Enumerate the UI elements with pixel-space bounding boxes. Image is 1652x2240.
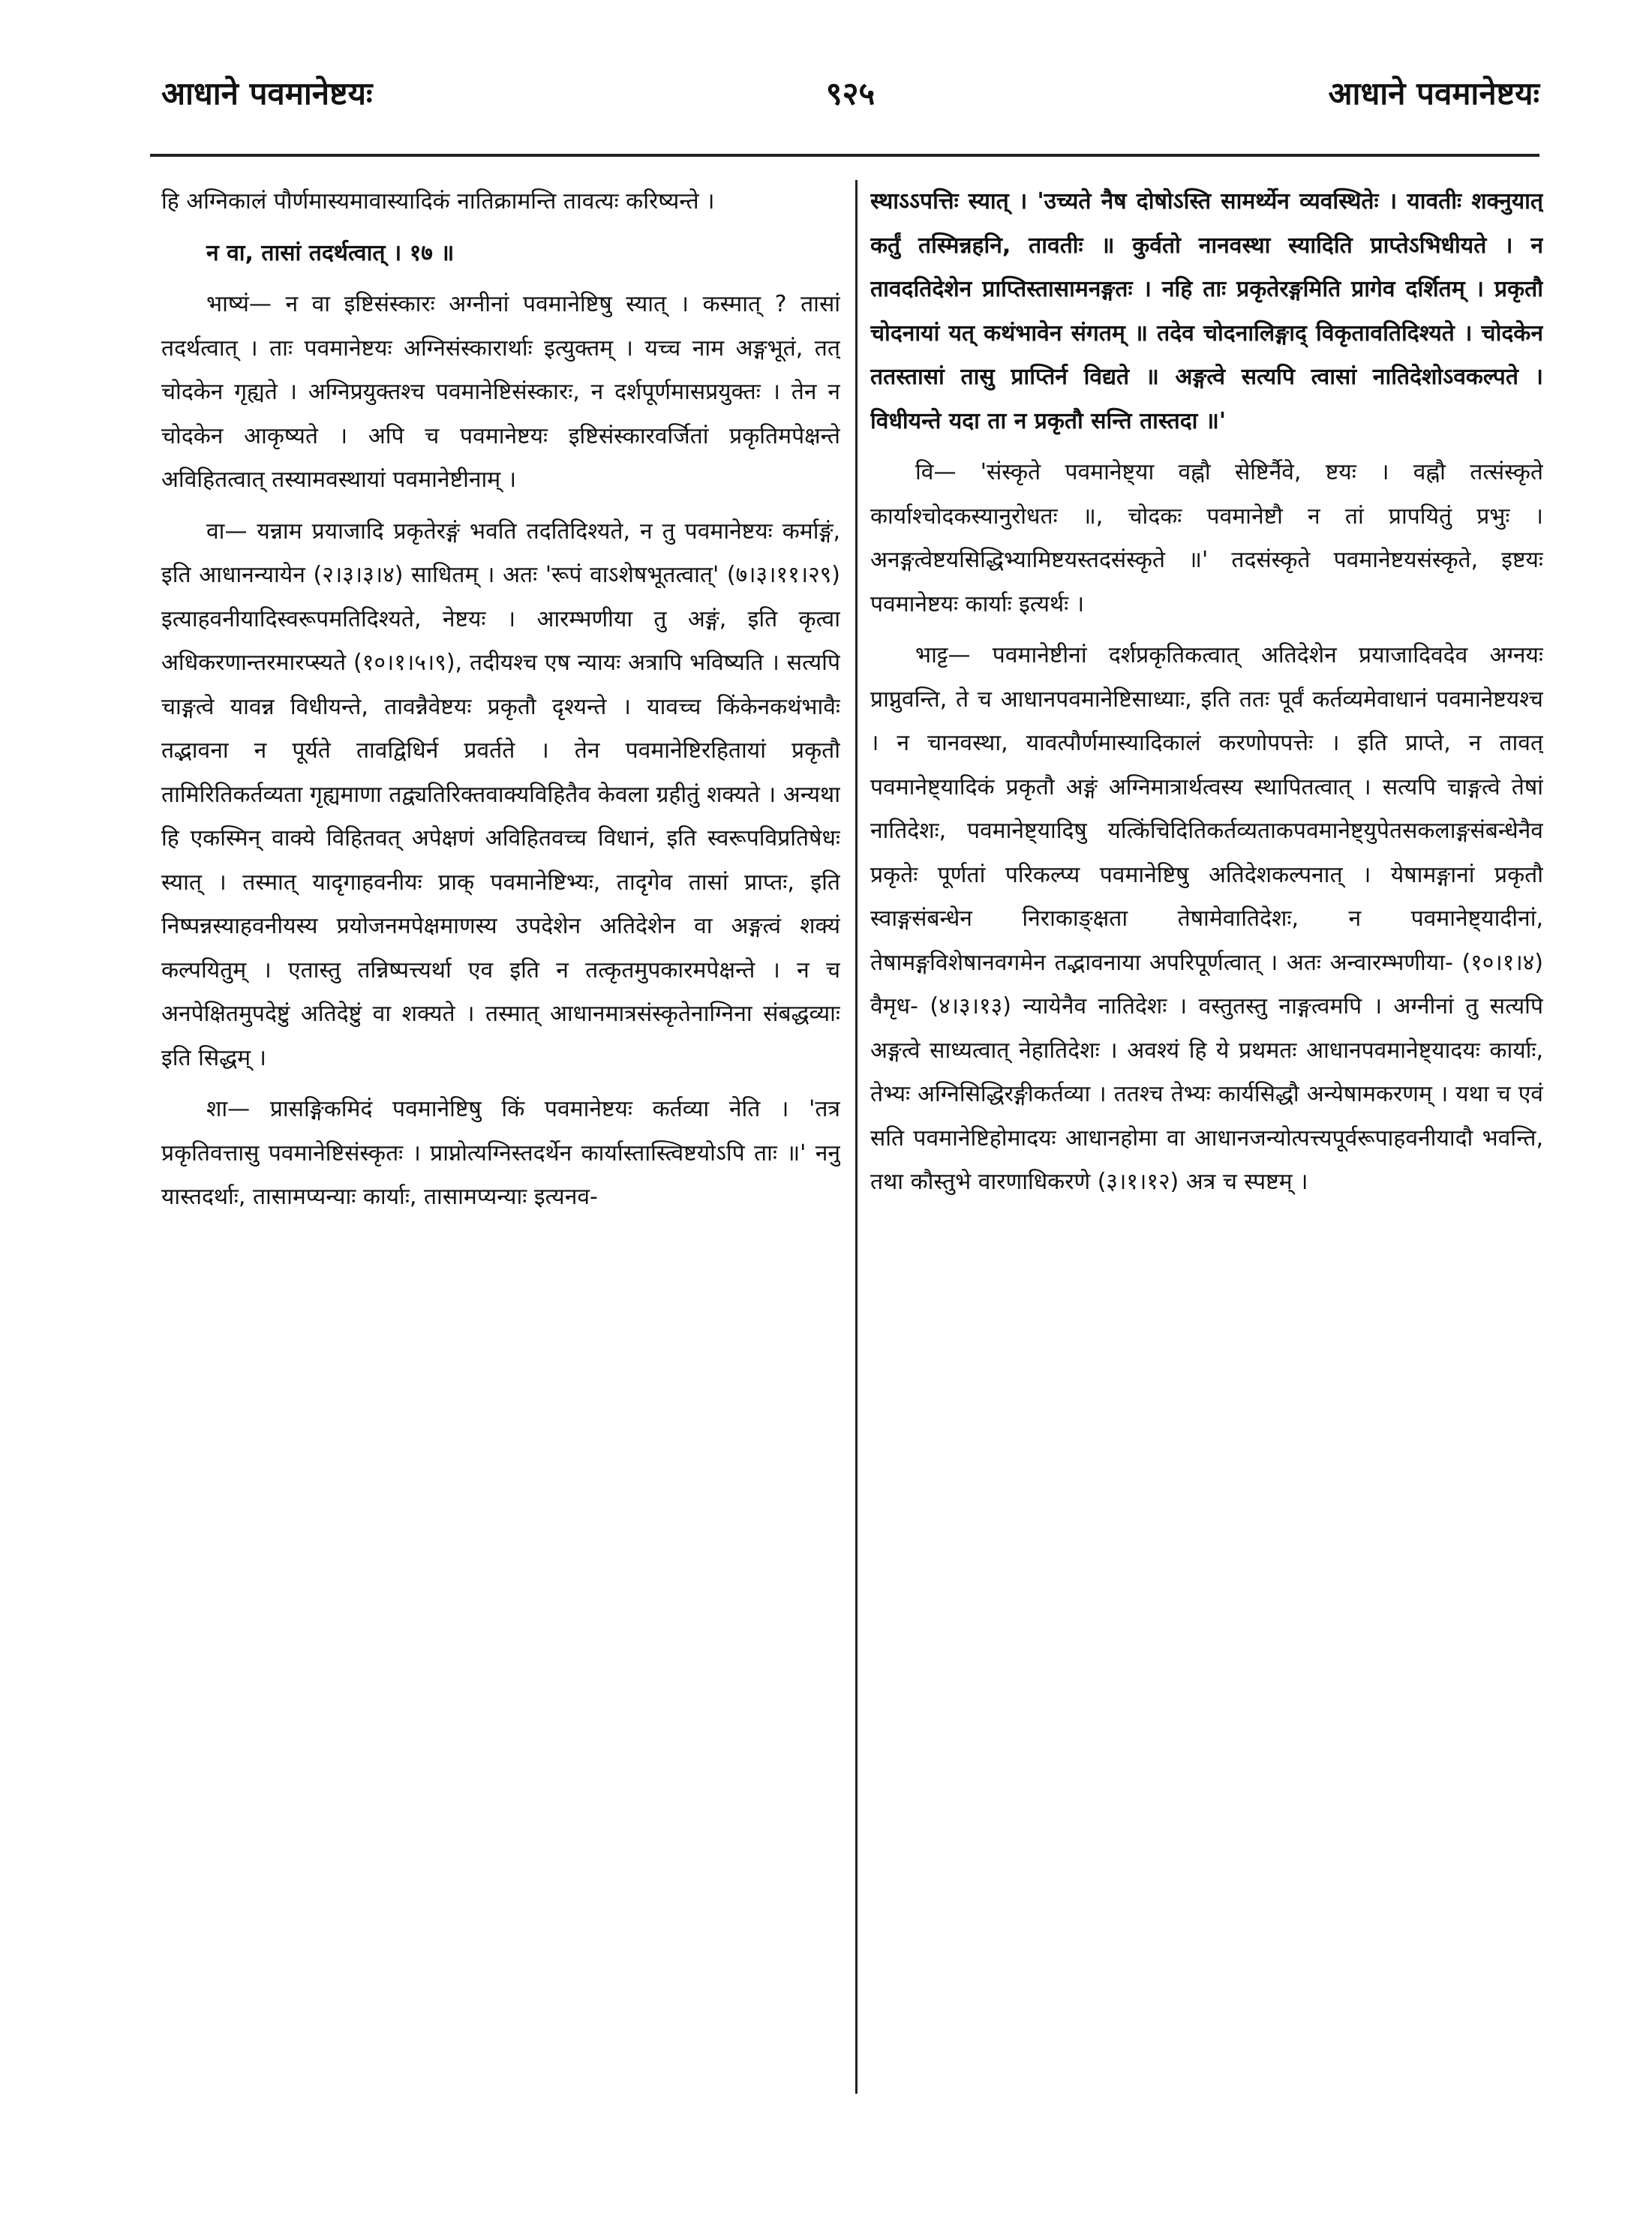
paragraph: वि— 'संस्कृते पवमानेष्ट्या वह्नौ सेष्टिर्नैवे, ष्टयः । वह्नौ तत्संस्कृते कार्याश्चोदकस्यानुरोधतः ॥, चोदकः पवमानेष्टौ न तां प्रापयितुं प्रभुः । अनङ्गत्वेष्टयसिद्धिभ्यामिष्टयस्तदसंस्कृते ॥' तदसंस्कृते पवमानेष्टयसंस्कृते, इष्टयः पवमानेष्टयः कार्याः इत्यर्थः । bbox=[870, 459, 1543, 617]
paragraph: शा— प्रासङ्गिकमिदं पवमानेष्टिषु किं पवमानेष्टयः कर्तव्या नेति । 'तत्र प्रकृतिवत्तासु पवमानेष्टिसंस्कृतः । प्राप्नोत्यग्निस्तदर्थेन कार्यास्तास्त्विष्टयोऽपि ताः ॥' ननु यास्तदर्थाः, तासामप्यन्याः कार्याः, तासामप्यन्याः इत्यनव- bbox=[161, 1096, 840, 1210]
left-column bbox=[161, 180, 840, 1220]
header-rule bbox=[150, 154, 1539, 157]
running-head-right: आधाने पवमानेष्टयः bbox=[1328, 75, 1539, 112]
paragraph: हि अग्निकालं पौर्णमास्यमावास्यादिकं नातिक्रामन्ति तावत्यः करिष्यन्ते । bbox=[161, 188, 715, 215]
page-header bbox=[161, 71, 1539, 146]
paragraph: स्थाऽऽपत्तिः स्यात् । 'उच्यते नैष दोषोऽस्ति सामर्थ्येन व्यवस्थितेः । यावतीः शक्नुयात् कर्तुं तस्मिन्नहनि, तावतीः ॥ कुर्वतो नानवस्था स्यादिति प्राप्तेऽभिधीयते । न तावदतिदेशेन प्राप्तिस्तासामनङ्गतः । नहि ताः प्रकृतेरङ्गमिति प्रागेव दर्शितम् । प्रकृतौ चोदनायां यत् कथंभावेन संगतम् ॥ तदेव चोदनालिङ्गाद् विकृतावतिदिश्यते । चोदकेन ततस्तासां तासु प्राप्तिर्न विद्यते ॥ अङ्गत्वे सत्यपि त्वासां नातिदेशोऽवकल्पते । विधीयन्ते यदा ता न प्रकृतौ सन्ति तास्तदा ॥' bbox=[870, 188, 1543, 434]
page-number: ९२५ bbox=[825, 75, 876, 112]
sutra: न वा, तासां तदर्थत्वात् । १७ ॥ bbox=[206, 239, 455, 266]
right-column bbox=[870, 180, 1543, 1205]
column-divider bbox=[855, 180, 858, 2094]
paragraph: भाट्ट— पवमानेष्टीनां दर्शप्रकृतिकत्वात् अतिदेशेन प्रयाजादिवदेव अग्नयः प्राप्नुवन्ति, ते च आधानपवमानेष्टिसाध्याः, इति ततः पूर्वं कर्तव्यमेवाधानं पवमानेष्टयश्च । न चानवस्था, यावत्पौर्णमास्यादिकालं करणोपपत्तेः । इति प्राप्ते, न तावत् पवमानेष्ट्यादिकं प्रकृतौ अङ्गं अग्निमात्रार्थत्वस्य स्थापितत्वात् । सत्यपि चाङ्गत्वे तेषां नातिदेशः, पवमानेष्ट्यादिषु यत्किंचिदितिकर्तव्यताकपवमानेष्ट्युपेतसकलाङ्गसंबन्धेनैव प्रकृतेः पूर्णतां परिकल्प्य पवमानेष्टिषु अतिदेशकल्पनात् । येषामङ्गानां प्रकृतौ स्वाङ्गसंबन्धेन निराकाङ्क्षता तेषामेवातिदेशः, न पवमानेष्ट्यादीनां, तेषामङ्गविशेषानवगमेन तद्भावनाया अपरिपूर्णत्वात् । अतः अन्वारम्भणीया- (१०।१।४) वैमृध- (४।३।१३) न्यायेनैव नातिदेशः । वस्तुतस्तु नाङ्गत्वमपि । अग्नीनां तु सत्यपि अङ्गत्वे साध्यत्वात् नेहातिदेशः । अवश्यं हि ये प्रथमतः आधानपवमानेष्ट्यादयः कार्याः, तेभ्यः अग्निसिद्धिरङ्गीकर्तव्या । ततश्च तेभ्यः कार्यसिद्धौ अन्येषामकरणम् । यथा च एवं सति पवमानेष्टिहोमादयः आधानहोमा वा आधानजन्योत्पत्त्यपूर्वरूपाहवनीयादौ भवन्ति, तथा कौस्तुभे वारणाधिकरणे (३।१।१२) अत्र च स्पष्टम् । bbox=[870, 642, 1543, 1195]
paragraph: वा— यन्नाम प्रयाजादि प्रकृतेरङ्गं भवति तदतिदिश्यते, न तु पवमानेष्टयः कर्माङ्गं, इति आधानन्यायेन (२।३।३।४) साधितम् । अतः 'रूपं वाऽशेषभूतत्वात्' (७।३।११।२९) इत्याहवनीयादिस्वरूपमतिदिश्यते, नेष्टयः । आरम्भणीया तु अङ्गं, इति कृत्वा अधिकरणान्तरमारप्स्यते (१०।१।५।९), तदीयश्च एष न्यायः अत्रापि भविष्यति । सत्यपि चाङ्गत्वे यावन्न विधीयन्ते, तावन्नैवेष्टयः प्रकृतौ दृश्यन्ते । यावच्च किंकेनकथंभावैः तद्भावना न पूर्यते तावद्विधिर्न प्रवर्तते । तेन पवमानेष्टिरहितायां प्रकृतौ तामिरितिकर्तव्यता गृह्यमाणा तद्व्यतिरिक्तवाक्यविहितैव केवला ग्रहीतुं शक्यते । अन्यथा हि एकस्मिन् वाक्ये विहितवत् अपेक्षणं अविहितवच्च विधानं, इति स्वरूपविप्रतिषेधः स्यात् । तस्मात् यादृगाहवनीयः प्राक् पवमानेष्टिभ्यः, तादृगेव तासां प्राप्तः, इति निष्पन्नस्याहवनीयस्य प्रयोजनमपेक्षमाणस्य उपदेशेन अतिदेशेन वा अङ्गत्वं शक्यं कल्पयितुम् । एतास्तु तन्निष्पत्त्यर्था एव इति न तत्कृतमुपकारमपेक्षन्ते । न च अनपेक्षितमुपदेष्टुं अतिदेष्टुं वा शक्यते । तस्मात् आधानमात्रसंस्कृतेनाग्निना संबद्धव्याः इति सिद्धम् । bbox=[161, 518, 840, 1071]
running-head-left: आधाने पवमानेष्टयः bbox=[161, 75, 373, 112]
paragraph: भाष्यं— न वा इष्टिसंस्कारः अग्नीनां पवमानेष्टिषु स्यात् । कस्मात् ? तासां तदर्थत्वात् । ताः पवमानेष्टयः अग्निसंस्कारार्थाः इत्युक्तम् । यच्च नाम अङ्गभूतं, तत् चोदकेन गृह्यते । अग्निप्रयुक्तश्च पवमानेष्टिसंस्कारः, न दर्शपूर्णमासप्रयुक्तः । तेन न चोदकेन आकृष्यते । अपि च पवमानेष्टयः इष्टिसंस्कारवर्जितां प्रकृतिमपेक्षन्ते अविहितत्वात् तस्यामवस्थायां पवमानेष्टीनाम् । bbox=[161, 291, 840, 493]
